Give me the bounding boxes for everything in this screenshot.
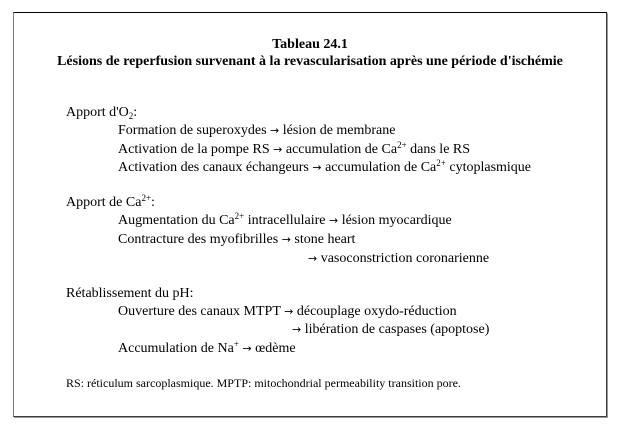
effect-text: stone heart (294, 232, 356, 247)
table-number: Tableau 24.1 (272, 37, 348, 52)
header-colon: : (133, 105, 138, 120)
cause-text: Ouverture des canaux MTPT (118, 304, 281, 319)
table-title: Lésions de reperfusion survenant à la revascularisation après une période d'ischémie (57, 54, 563, 69)
effect-pre: accumulation de Ca (285, 142, 398, 157)
effect-text: libération de caspases (apoptose) (304, 322, 490, 337)
arrow-icon: → (308, 252, 318, 265)
table-frame (13, 12, 607, 417)
superscript: 2+ (141, 193, 152, 203)
effect-post: cytoplasmique (445, 160, 532, 175)
list-item (118, 142, 470, 158)
cause-text: Formation de superoxydes (118, 123, 267, 138)
cause-text (118, 213, 325, 228)
section-header-oxygen (66, 105, 137, 121)
footnote: RS: réticulum sarcoplasmique. MPTP: mitochondrial permeability transition pore. (66, 376, 461, 390)
superscript: + (233, 339, 239, 349)
superscript: 2+ (234, 211, 245, 221)
effect-text: lésion de membrane (282, 123, 396, 138)
cause-text: Contracture des myofibrilles (118, 232, 279, 247)
header-text: Apport d'O (66, 105, 129, 120)
list-item (118, 232, 355, 248)
cause-text (118, 341, 239, 356)
cause-text: Activation de la pompe RS (118, 142, 270, 157)
effect-pre: accumulation de Ca (325, 160, 437, 175)
cause-text: Activation des canaux échangeurs (118, 160, 309, 175)
arrow-icon: → (328, 214, 339, 227)
effect-text: découplage oxydo-réduction (296, 304, 457, 319)
effect-text: lésion myocardique (341, 213, 452, 228)
arrow-icon: → (242, 342, 252, 355)
list-item (118, 213, 452, 229)
list-item (118, 123, 396, 139)
cause-pre: Accumulation de Na (118, 341, 234, 356)
arrow-icon: → (284, 305, 294, 318)
arrow-icon: → (281, 233, 291, 246)
header-text: Apport de Ca (66, 195, 142, 210)
superscript: 2+ (436, 158, 446, 168)
effect-text (286, 142, 470, 157)
effect-post: dans le RS (406, 142, 471, 157)
list-item (118, 160, 531, 176)
arrow-icon: → (292, 323, 302, 336)
cause-post: intracellulaire (244, 213, 326, 228)
effect-text (325, 160, 531, 175)
list-item (118, 341, 296, 357)
arrow-icon: → (273, 143, 283, 156)
effect-text: vasoconstriction coronarienne (320, 251, 490, 266)
list-item-continuation (292, 322, 489, 338)
effect-text: œdème (255, 341, 296, 356)
superscript: 2+ (397, 140, 407, 150)
arrow-icon: → (270, 124, 280, 137)
header-colon: : (151, 195, 155, 210)
section-header-calcium (66, 195, 155, 211)
list-item (118, 304, 457, 320)
section-header-ph: Rétablissement du pH: (66, 286, 194, 301)
arrow-icon: → (312, 161, 322, 174)
cause-pre: Augmentation du Ca (118, 213, 235, 228)
subscript: 2 (128, 111, 134, 121)
list-item-continuation (308, 251, 489, 267)
